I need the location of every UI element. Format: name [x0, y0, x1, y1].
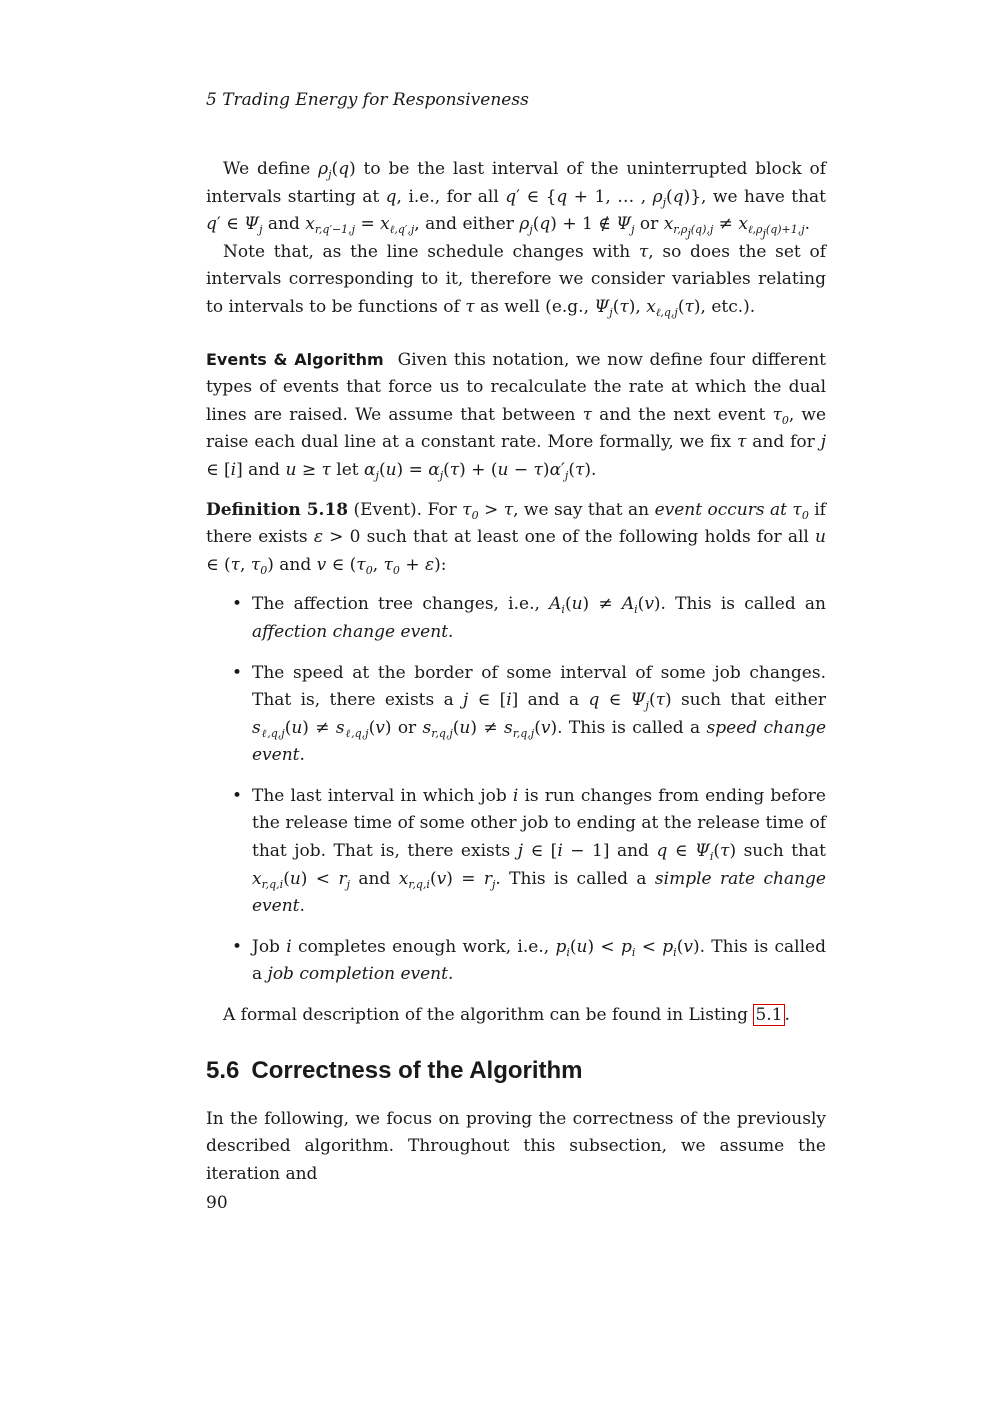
paragraph-note: Note that, as the line schedule changes with τ, so does the set of intervals corresponding to it, therefore we consider variables relating to intervals to be functions of τ as well (e.g., $\Psi_j(\tau)$, $x_{\ell,q,j}(\tau)$, etc.).	[206, 241, 826, 319]
page-number: 90	[206, 1193, 228, 1213]
paragraph-correctness: In the following, we focus on proving the correctness of the previously described algorithm. Throughout this subsection, we assume the iteration and	[206, 1108, 826, 1184]
section-heading	[206, 1056, 826, 1086]
paragraph-events: Events & Algorithm Given this notation, we now define four different types of events that force us to recalculate the rate at which the dual lines are raised. We assume that between τ and the next event $\tau_0$, we raise each dual line at a constant rate. More formally, we fix τ and for j ∈ [i] and u ≥ τ let $\alpha_j(u) = \alpha_j(\tau) + (u - \tau)\alpha'_j(\tau)$.	[206, 349, 827, 482]
section-title: Correctness of the Algorithm	[251, 1056, 583, 1084]
listing-link[interactable]: 5.1	[755, 1005, 783, 1026]
main-text	[206, 156, 826, 1188]
event-list	[206, 591, 826, 989]
list-item: • The last interval in which job i is run changes from ending before the release time of some other job to ending at the release time of that job. That is, there exists j ∈ [i − 1] and q ∈ $\Psi_i(\tau)$ such that $x_{r,q,i}(u) < r_j$ and $x_{r,q,i}(v) = r_j$. This is called a simple rate change event.	[252, 783, 826, 921]
list-item: • Job i completes enough work, i.e., $p_i(u) < p_i < p_i(v)$. This is called a job completion event.	[252, 934, 826, 989]
events-heading: Events & Algorithm	[206, 349, 384, 369]
definition-label: Definition 5.18	[206, 499, 349, 520]
definition-5-18: Definition 5.18 (Event). For $\tau_0 > \tau$, we say that an event occurs at $\tau_0$ if there exists ε > 0 such that at least one of the following holds for all u ∈ (τ, $\tau_0$) and v ∈ ($\tau_0$, $\tau_0 + \varepsilon$):	[206, 499, 826, 577]
paragraph-listing: A formal description of the algorithm can be found in Listing 5.1 .	[223, 1005, 790, 1026]
paragraph-rho-definition: We define $\rho_j(q)$ to be the last interval of the uninterrupted block of intervals starting at q, i.e., for all q′ ∈ {q + 1, … , $\rho_j(q)$}, we have that q′ ∈ $\Psi_j$ and $x_{r,q'-1,j} = x_{\ell,q',j}$, and either $\rho_j(q) + 1$ ∉ $\Psi_j$ or $x_{r,\rho_j(q),j} \ne x_{\ell,\rho_j(q)+1,j}$.	[206, 159, 827, 241]
list-item: • The speed at the border of some interval of some job changes. That is, there exists a j ∈ [i] and a q ∈ $\Psi_j(\tau)$ such that either $s_{\ell,q,j}(u) \ne s_{\ell,q,j}(v)$ or $s_{r,q,j}(u) \ne s_{r,q,j}(v)$. This is called a speed change event.	[252, 660, 826, 770]
running-head: 5 Trading Energy for Responsiveness	[206, 90, 529, 110]
definition-name: (Event).	[353, 499, 423, 520]
list-item: • The affection tree changes, i.e., $A_i(u) \ne A_i(v)$. This is called an affection change event.	[252, 591, 826, 646]
section-number: 5.6	[206, 1056, 240, 1084]
